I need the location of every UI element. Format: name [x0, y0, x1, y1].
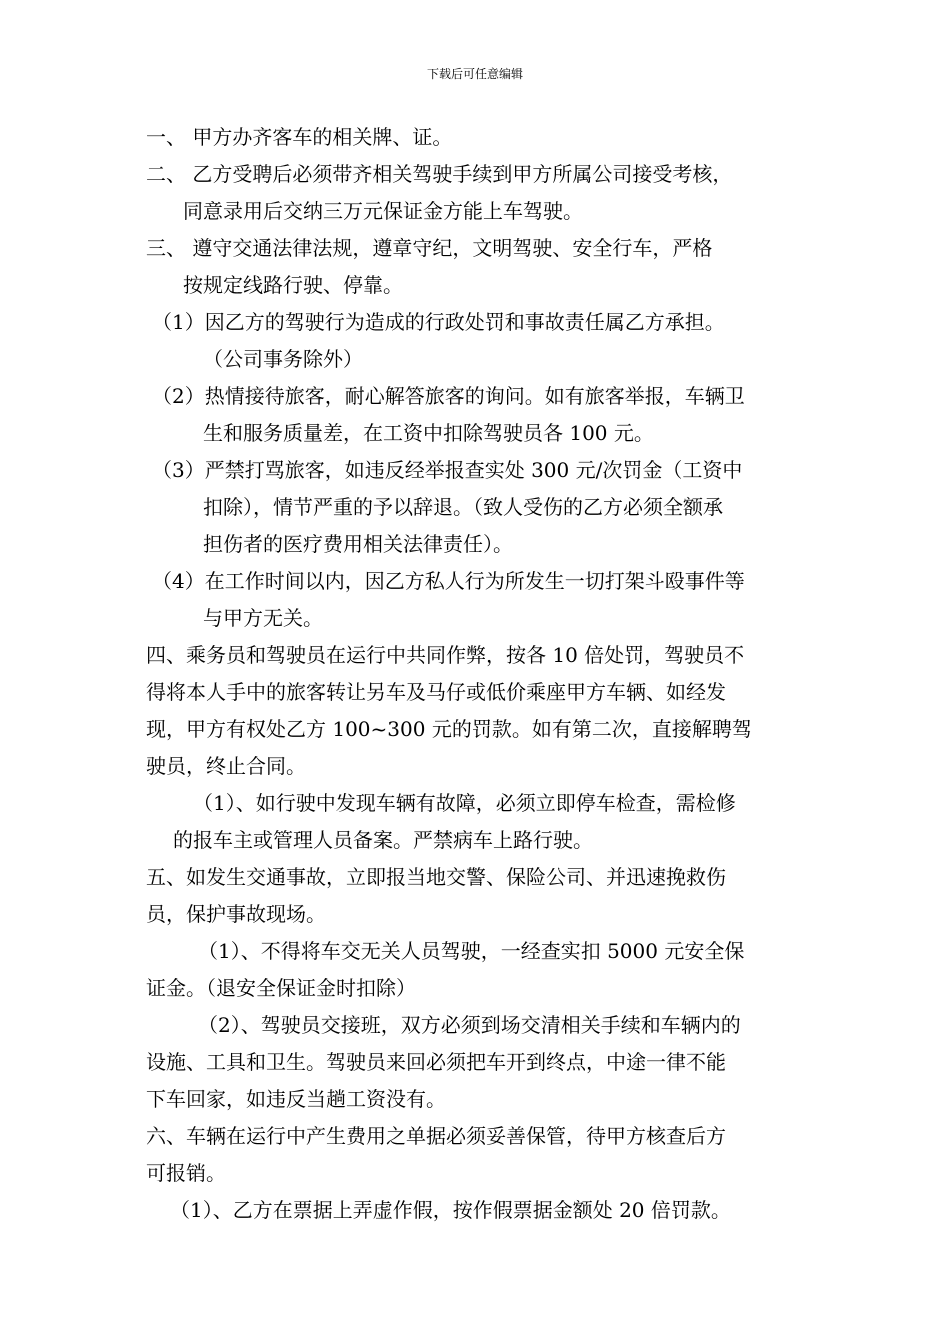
text-line: 三、 遵守交通法律法规，遵章守纪，文明驾驶、安全行车，严格 [146, 236, 713, 260]
text-line: 同意录用后交纳三万元保证金方能上车驾驶。 [183, 199, 583, 223]
page-header: 下载后可任意编辑 [426, 67, 523, 81]
text-line: 可报销。 [146, 1161, 226, 1185]
text-line: 与甲方无关。 [203, 606, 323, 630]
text-line: 证金。（退安全保证金时扣除） [146, 976, 416, 1000]
text-line: （3）严禁打骂旅客，如违反经举报查实处 300 元/次罚金（工资中 [152, 458, 743, 482]
text-line: （1）、如行驶中发现车辆有故障，必须立即停车检查，需检修 [193, 791, 736, 815]
text-line: 四、乘务员和驾驶员在运行中共同作弊，按各 10 倍处罚，驾驶员不 [146, 643, 745, 667]
text-line: 扣除），情节严重的予以辞退。（致人受伤的乙方必须全额承 [203, 495, 723, 519]
text-line: 下车回家，如违反当趟工资没有。 [146, 1087, 446, 1111]
text-line: 一、 甲方办齐客车的相关牌、证。 [146, 125, 453, 149]
text-line: （1）、不得将车交无关人员驾驶，一经查实扣 5000 元安全保 [198, 939, 745, 963]
text-line: 六、车辆在运行中产生费用之单据必须妥善保管，待甲方核查后方 [146, 1124, 726, 1148]
text-line: （1）因乙方的驾驶行为造成的行政处罚和事故责任属乙方承担。 [152, 310, 725, 334]
text-line: （4）在工作时间以内，因乙方私人行为所发生一切打架斗殴事件等 [152, 569, 745, 593]
text-line: （2）热情接待旅客，耐心解答旅客的询问。如有旅客举报，车辆卫 [152, 384, 745, 408]
text-line: 员，保护事故现场。 [146, 902, 326, 926]
text-line: （1）、乙方在票据上弄虚作假，按作假票据金额处 20 倍罚款。 [170, 1198, 731, 1222]
text-line: （2）、驾驶员交接班，双方必须到场交清相关手续和车辆内的 [198, 1013, 741, 1037]
text-line: 担伤者的医疗费用相关法律责任）。 [203, 532, 513, 556]
text-line: 现，甲方有权处乙方 100~300 元的罚款。如有第二次，直接解聘驾 [146, 717, 752, 741]
text-line: 的报车主或管理人员备案。严禁病车上路行驶。 [173, 828, 593, 852]
text-line: 五、如发生交通事故，立即报当地交警、保险公司、并迅速挽救伤 [146, 865, 726, 889]
text-line: 按规定线路行驶、停靠。 [183, 273, 403, 297]
text-line: 驶员，终止合同。 [146, 754, 306, 778]
text-line: 二、 乙方受聘后必须带齐相关驾驶手续到甲方所属公司接受考核， [146, 162, 733, 186]
text-line: 得将本人手中的旅客转让另车及马仔或低价乘座甲方车辆、如经发 [146, 680, 726, 704]
text-line: 设施、工具和卫生。驾驶员来回必须把车开到终点，中途一律不能 [146, 1050, 726, 1074]
text-line: 生和服务质量差，在工资中扣除驾驶员各 100 元。 [203, 421, 654, 445]
text-line: （公司事务除外） [203, 347, 363, 371]
